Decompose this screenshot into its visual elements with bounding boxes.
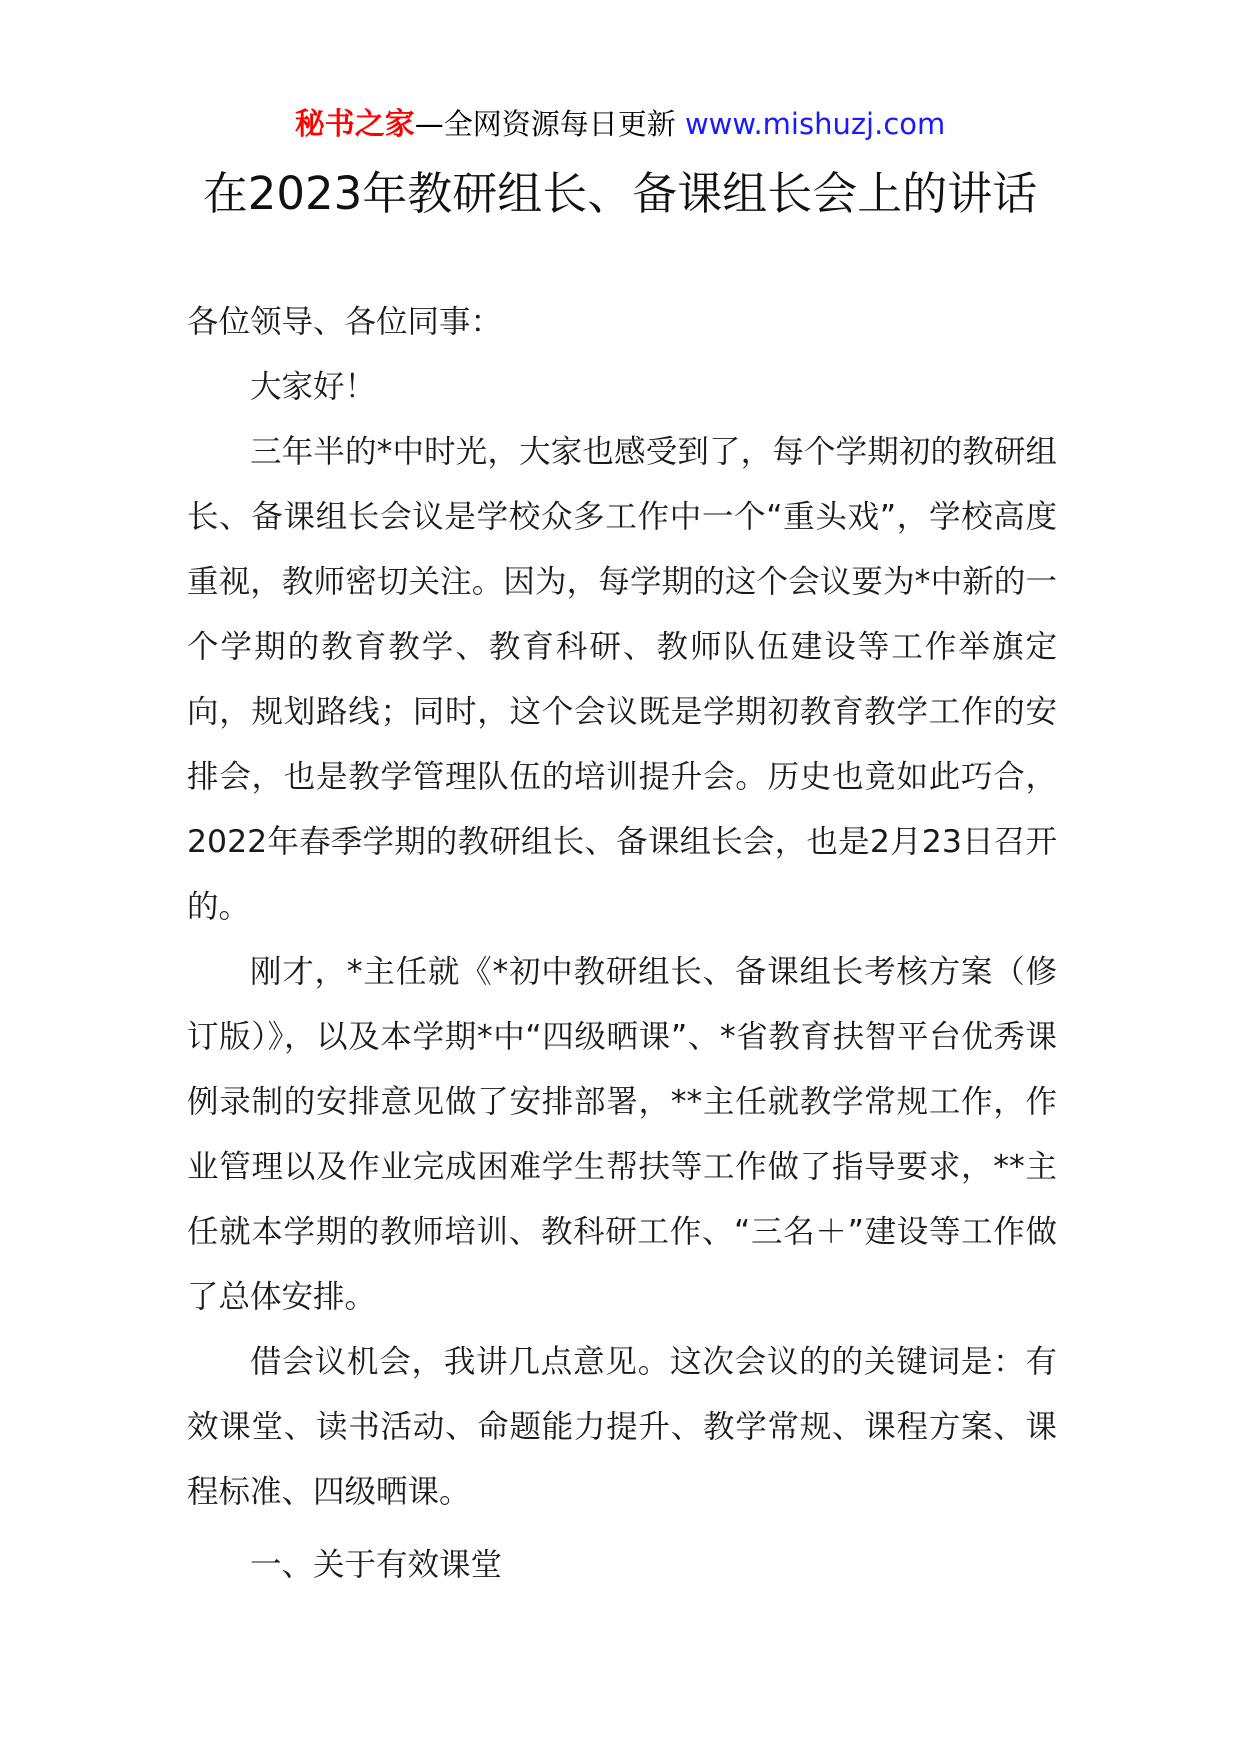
paragraph-intro: 三年半的*中时光，大家也感受到了，每个学期初的教研组长、备课组长会议是学校众多工作中一个“重头戏”，学校高度重视，教师密切关注。因为，每学期的这个会议要为*中新的一个学期的教育教学、教育科研、教师队伍建设等工作举旗定向，规划路线；同时，这个会议既是学期初教育教学工作的安排会，也是教学管理队伍的培训提升会。历史也竟如此巧合，2022年春季学期的教研组长、备课组长会，也是2月23日召开的。 xyxy=(187,434,1057,925)
section-heading-1: 一、关于有效课堂 xyxy=(250,1547,503,1583)
brand-name: 秘书之家 xyxy=(294,107,415,142)
header-tagline: —全网资源每日更新 xyxy=(414,107,676,141)
paragraph-review: 刚才，*主任就《*初中教研组长、备课组长考核方案（修订版）》，以及本学期*中“四级晒课”、*省教育扶智平台优秀课例录制的安排意见做了安排部署，**主任就教学常规工作，作业管理以及作业完成困难学生帮扶等工作做了指导要求，**主任就本学期的教师培训、教科研工作、“三名＋”建设等工作做了总体安排。 xyxy=(187,954,1057,1315)
paragraph-keywords: 借会议机会，我讲几点意见。这次会议的的关键词是：有效课堂、读书活动、命题能力提升、教学常规、课程方案、课程标准、四级晒课。 xyxy=(187,1344,1057,1510)
salutation: 各位领导、各位同事： xyxy=(187,304,503,340)
document-title: 在2023年教研组长、备课组长会上的讲话 xyxy=(202,167,1038,220)
greeting: 大家好！ xyxy=(250,369,377,405)
document-body xyxy=(187,290,1057,1598)
site-url[interactable]: www.mishuzj.com xyxy=(684,107,946,141)
site-header xyxy=(0,100,1240,149)
